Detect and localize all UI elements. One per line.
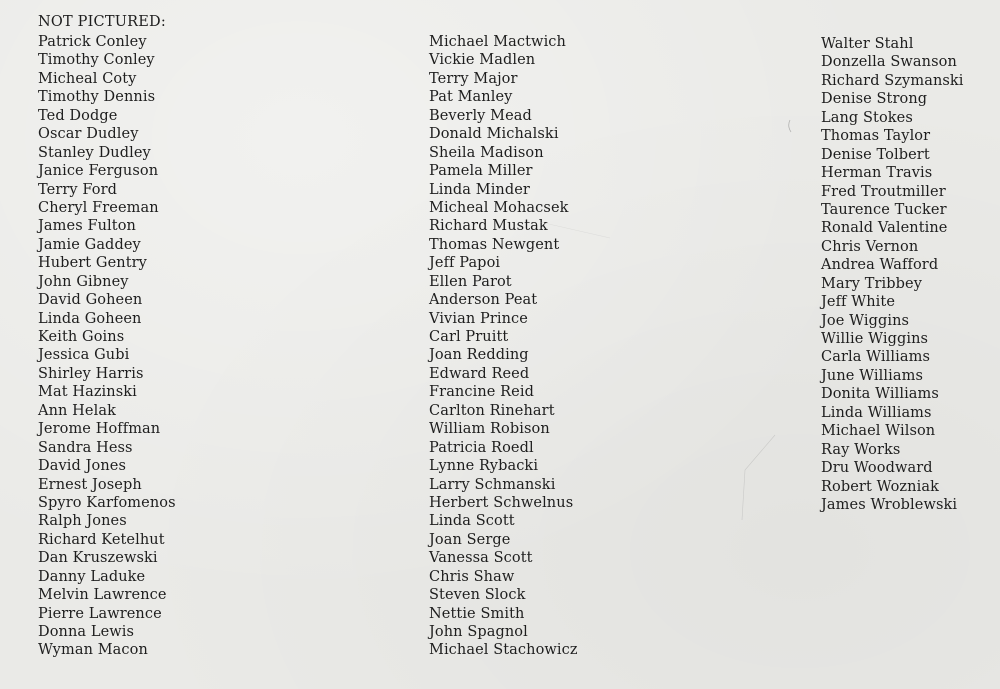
- name-entry: Pat Manley: [429, 89, 513, 106]
- name-entry: Terry Major: [429, 70, 518, 87]
- name-entry: Ronald Valentine: [821, 220, 948, 237]
- name-entry: David Goheen: [38, 292, 143, 309]
- name-entry: Melvin Lawrence: [38, 587, 167, 604]
- name-entry: Donita Williams: [821, 386, 939, 403]
- name-entry: Linda Goheen: [38, 310, 142, 327]
- name-entry: Carla Williams: [821, 349, 930, 366]
- name-entry: Chris Shaw: [429, 568, 515, 585]
- name-entry: Hubert Gentry: [38, 255, 147, 272]
- names-column-2: [429, 33, 578, 660]
- name-entry: Lang Stokes: [821, 109, 913, 126]
- name-entry: John Spagnol: [429, 624, 528, 640]
- name-entry: Vickie Madlen: [429, 52, 536, 69]
- name-entry: Dan Kruszewski: [38, 550, 158, 567]
- name-entry: Linda Minder: [429, 181, 530, 198]
- name-entry: Andrea Wafford: [821, 257, 939, 274]
- name-entry: Nettie Smith: [429, 605, 525, 622]
- name-entry: Willie Wiggins: [821, 331, 929, 347]
- name-entry: John Gibney: [38, 273, 129, 290]
- name-entry: Donzella Swanson: [821, 54, 957, 71]
- name-entry: Timothy Conley: [38, 52, 155, 69]
- name-entry: Janice Ferguson: [38, 163, 159, 180]
- name-entry: Spyro Karfomenos: [38, 494, 176, 511]
- name-entry: Jessica Gubi: [38, 347, 130, 364]
- name-entry: Fred Troutmiller: [821, 183, 946, 200]
- name-entry: Timothy Dennis: [38, 89, 156, 106]
- name-entry: Jeff Papoi: [429, 255, 501, 272]
- name-entry: James Fulton: [38, 218, 136, 235]
- name-entry: James Wroblewski: [821, 496, 958, 513]
- name-entry: Michael Wilson: [821, 423, 936, 440]
- name-entry: Mary Tribbey: [821, 275, 923, 292]
- name-entry: Jeff White: [821, 294, 896, 311]
- name-entry: Wyman Macon: [38, 642, 148, 659]
- name-entry: Lynne Rybacki: [429, 458, 539, 475]
- name-entry: Edward Reed: [429, 365, 530, 382]
- name-entry: Ralph Jones: [38, 513, 127, 530]
- name-entry: Thomas Newgent: [429, 236, 560, 253]
- name-entry: Anderson Peat: [429, 292, 538, 309]
- name-entry: Jerome Hoffman: [38, 421, 161, 438]
- name-entry: Ted Dodge: [38, 107, 118, 124]
- name-entry: Carlton Rinehart: [429, 402, 555, 419]
- name-entry: Sandra Hess: [38, 439, 133, 456]
- name-entry: Ellen Parot: [429, 273, 512, 290]
- name-entry: Michael Stachowicz: [429, 642, 578, 659]
- name-entry: Beverly Mead: [429, 107, 532, 124]
- name-entry: Thomas Taylor: [821, 128, 931, 145]
- name-entry: Richard Mustak: [429, 218, 548, 235]
- name-entry: Mat Hazinski: [38, 384, 137, 401]
- name-entry: Shirley Harris: [38, 365, 144, 382]
- name-entry: Joe Wiggins: [821, 312, 910, 329]
- name-entry: Donna Lewis: [38, 624, 135, 640]
- name-entry: David Jones: [38, 458, 126, 475]
- name-entry: Oscar Dudley: [38, 126, 139, 143]
- name-entry: Joan Serge: [429, 531, 511, 548]
- name-entry: Herbert Schwelnus: [429, 494, 574, 511]
- name-entry: Chris Vernon: [821, 238, 919, 255]
- name-entry: Vanessa Scott: [429, 550, 533, 567]
- name-entry: Micheal Coty: [38, 70, 137, 87]
- name-entry: Taurence Tucker: [821, 201, 947, 218]
- name-entry: Ray Works: [821, 441, 901, 458]
- name-entry: Micheal Mohacsek: [429, 199, 569, 216]
- name-entry: Steven Slock: [429, 587, 526, 604]
- name-entry: Richard Ketelhut: [38, 531, 165, 548]
- name-entry: Pierre Lawrence: [38, 605, 162, 622]
- name-entry: Jamie Gaddey: [38, 236, 141, 253]
- stray-mark-line: [742, 435, 775, 520]
- name-entry: Sheila Madison: [429, 144, 544, 161]
- name-entry: Richard Szymanski: [821, 72, 964, 89]
- name-entry: Francine Reid: [429, 384, 534, 401]
- name-entry: Michael Mactwich: [429, 34, 566, 50]
- name-entry: William Robison: [429, 421, 550, 438]
- not-pictured-heading: NOT PICTURED:: [38, 14, 166, 30]
- name-entry: Terry Ford: [38, 181, 118, 198]
- name-entry: June Williams: [821, 367, 924, 384]
- name-entry: Linda Scott: [429, 513, 515, 530]
- name-entry: Ernest Joseph: [38, 476, 142, 493]
- name-entry: Ann Helak: [38, 402, 116, 419]
- name-entry: Cheryl Freeman: [38, 199, 159, 216]
- name-entry: Denise Tolbert: [821, 146, 930, 163]
- name-entry: Donald Michalski: [429, 126, 559, 143]
- name-entry: Herman Travis: [821, 165, 933, 182]
- name-entry: Robert Wozniak: [821, 478, 939, 495]
- stray-mark-small: [789, 120, 791, 132]
- name-entry: Danny Laduke: [38, 568, 146, 585]
- name-entry: Keith Goins: [38, 329, 125, 345]
- name-entry: Pamela Miller: [429, 163, 533, 180]
- name-entry: Linda Williams: [821, 404, 932, 421]
- name-entry: Walter Stahl: [821, 36, 914, 52]
- name-entry: Patricia Roedl: [429, 439, 534, 456]
- name-entry: Dru Woodward: [821, 460, 933, 477]
- name-entry: Stanley Dudley: [38, 144, 151, 161]
- name-entry: Joan Redding: [429, 347, 529, 364]
- names-column-3: [821, 35, 964, 514]
- name-entry: Larry Schmanski: [429, 476, 556, 493]
- name-entry: Patrick Conley: [38, 34, 147, 50]
- name-entry: Denise Strong: [821, 91, 928, 108]
- name-entry: Vivian Prince: [429, 310, 528, 327]
- names-column-1: [38, 33, 176, 660]
- name-entry: Carl Pruitt: [429, 329, 509, 345]
